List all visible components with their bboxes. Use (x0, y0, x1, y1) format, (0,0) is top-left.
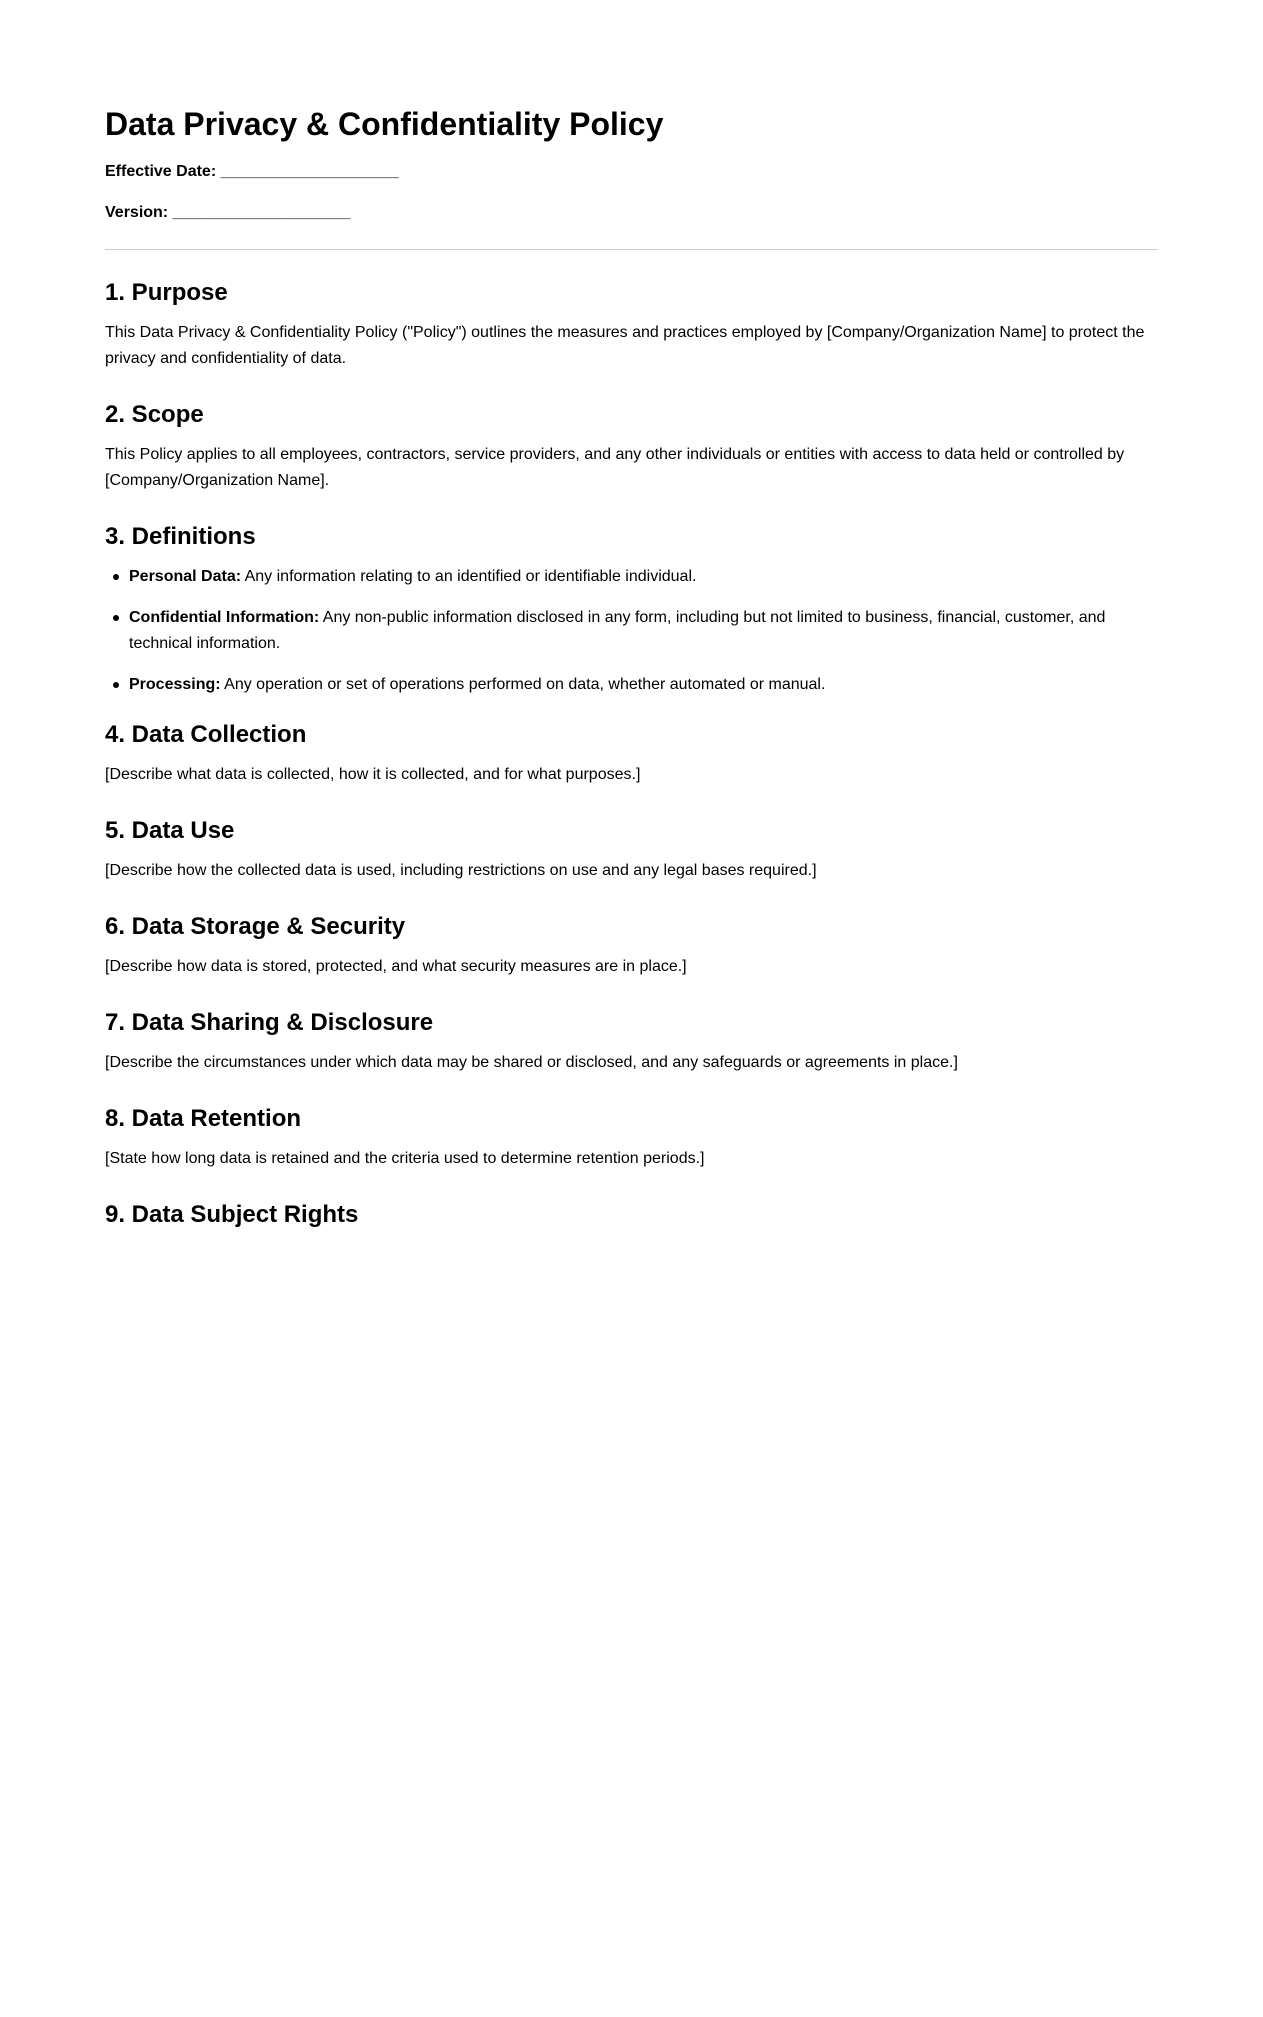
section-heading: 5. Data Use (105, 817, 235, 844)
section-definitions (105, 522, 1158, 698)
bullet-icon (113, 615, 119, 621)
effective-date-label: Effective Date: (105, 163, 217, 180)
section-heading: 7. Data Sharing & Disclosure (105, 1009, 434, 1036)
effective-date-line (105, 162, 1158, 182)
definition-item (105, 672, 1158, 698)
definition-text: Any operation or set of operations performed on data, whether automated or manual. (220, 676, 826, 693)
section-heading: 1. Purpose (105, 279, 228, 306)
section-data-use (105, 816, 1158, 884)
bullet-icon (113, 574, 119, 580)
version-blank: ____________________ (172, 204, 351, 221)
section-body: [Describe the circumstances under which data may be shared or disclosed, and any safeguards or agreements in place.] (105, 1054, 958, 1071)
definition-item (105, 564, 1158, 590)
definition-term: Confidential Information: (129, 609, 320, 626)
section-data-sharing-disclosure (105, 1008, 1158, 1076)
definitions-list (105, 564, 1158, 698)
section-heading: 2. Scope (105, 401, 204, 428)
version-line (105, 203, 1158, 223)
section-heading: 3. Definitions (105, 523, 256, 550)
section-data-storage-security (105, 912, 1158, 980)
section-body: [Describe how the collected data is used, including restrictions on use and any legal bases required.] (105, 862, 817, 879)
section-body: [State how long data is retained and the criteria used to determine retention periods.] (105, 1150, 705, 1167)
effective-date-blank: ____________________ (220, 163, 399, 180)
version-label: Version: (105, 204, 169, 221)
section-heading: 6. Data Storage & Security (105, 913, 406, 940)
section-body: This Policy applies to all employees, contractors, service providers, and any other individuals or entities with access to data held or controlled by [Company/Organization Name]. (105, 446, 1125, 489)
definition-text: Any information relating to an identified or identifiable individual. (241, 568, 697, 585)
section-data-retention (105, 1104, 1158, 1172)
section-heading: 8. Data Retention (105, 1105, 302, 1132)
section-data-subject-rights (105, 1200, 1158, 1230)
bullet-icon (113, 682, 119, 688)
definition-term: Personal Data: (129, 568, 242, 585)
section-heading: 9. Data Subject Rights (105, 1201, 359, 1228)
section-body: This Data Privacy & Confidentiality Policy ("Policy") outlines the measures and practices employed by [Company/Organization Name] to protect the privacy and confidentiality of data. (105, 324, 1145, 367)
section-heading: 4. Data Collection (105, 721, 307, 748)
section-body: [Describe what data is collected, how it is collected, and for what purposes.] (105, 766, 641, 783)
header-divider (105, 249, 1158, 250)
section-data-collection (105, 720, 1158, 788)
definition-item (105, 605, 1158, 657)
document-title: Data Privacy & Confidentiality Policy (105, 106, 664, 142)
section-body: [Describe how data is stored, protected, and what security measures are in place.] (105, 958, 687, 975)
definition-text: Any non-public information disclosed in any form, including but not limited to business, financial, customer, and technical information. (129, 609, 1106, 652)
definition-term: Processing: (129, 676, 221, 693)
section-purpose (105, 278, 1158, 372)
section-scope (105, 400, 1158, 494)
